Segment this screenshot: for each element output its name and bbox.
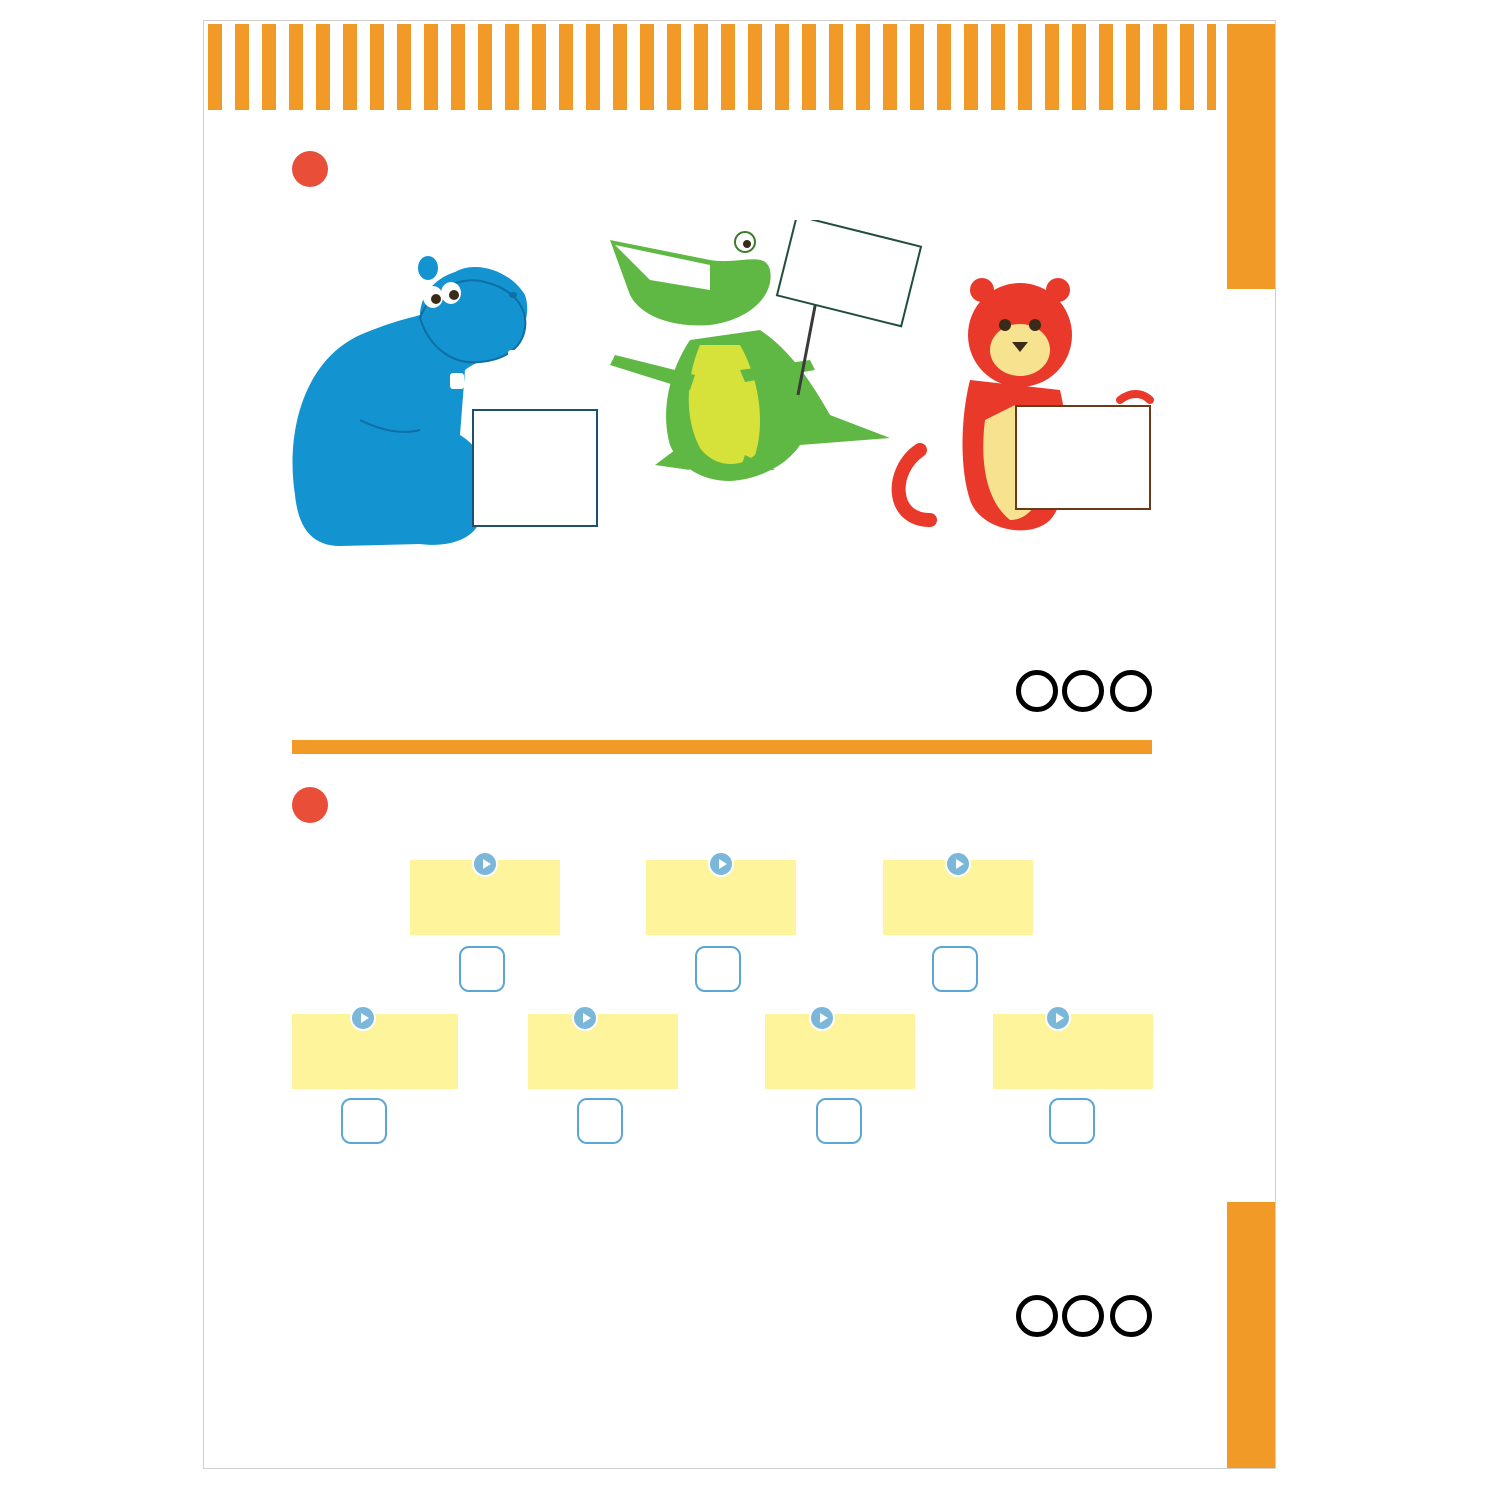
section-bullet-icon <box>292 151 328 187</box>
audio-play-icon[interactable] <box>809 1005 835 1031</box>
number-box-monday[interactable] <box>341 1098 387 1144</box>
audio-play-icon[interactable] <box>1045 1005 1071 1031</box>
number-box-friday[interactable] <box>932 946 978 992</box>
crocodile-sign <box>777 220 921 326</box>
section-divider <box>292 740 1152 754</box>
section-bullet-icon <box>292 787 328 823</box>
rating-circle-red[interactable] <box>1016 670 1058 712</box>
number-box-tuesday[interactable] <box>459 946 505 992</box>
rating-circle-green[interactable] <box>1110 1295 1152 1337</box>
day-card-sunday <box>993 1014 1153 1089</box>
tiger-sign <box>1016 406 1150 509</box>
number-box-wednesday[interactable] <box>577 1098 623 1144</box>
audio-play-icon[interactable] <box>350 1005 376 1031</box>
side-tab-top <box>1227 24 1275 289</box>
audio-play-icon[interactable] <box>708 851 734 877</box>
day-card-tuesday <box>410 860 560 935</box>
number-box-sunday[interactable] <box>1049 1098 1095 1144</box>
rating-circle-yellow[interactable] <box>1062 1295 1104 1337</box>
day-card-monday <box>292 1014 458 1089</box>
day-card-thursday <box>646 860 796 935</box>
audio-play-icon[interactable] <box>572 1005 598 1031</box>
day-card-wednesday <box>528 1014 678 1089</box>
audio-play-icon[interactable] <box>945 851 971 877</box>
day-card-saturday <box>765 1014 915 1089</box>
number-box-thursday[interactable] <box>695 946 741 992</box>
day-card-friday <box>883 860 1033 935</box>
top-stripe-border <box>208 24 1216 110</box>
rating-circle-green[interactable] <box>1110 670 1152 712</box>
number-box-saturday[interactable] <box>816 1098 862 1144</box>
side-tab-bottom <box>1227 1202 1275 1468</box>
animals-illustration <box>270 220 1170 560</box>
rating-circle-yellow[interactable] <box>1062 670 1104 712</box>
rating-circle-red[interactable] <box>1016 1295 1058 1337</box>
hippo-sign <box>473 410 597 526</box>
audio-play-icon[interactable] <box>472 851 498 877</box>
